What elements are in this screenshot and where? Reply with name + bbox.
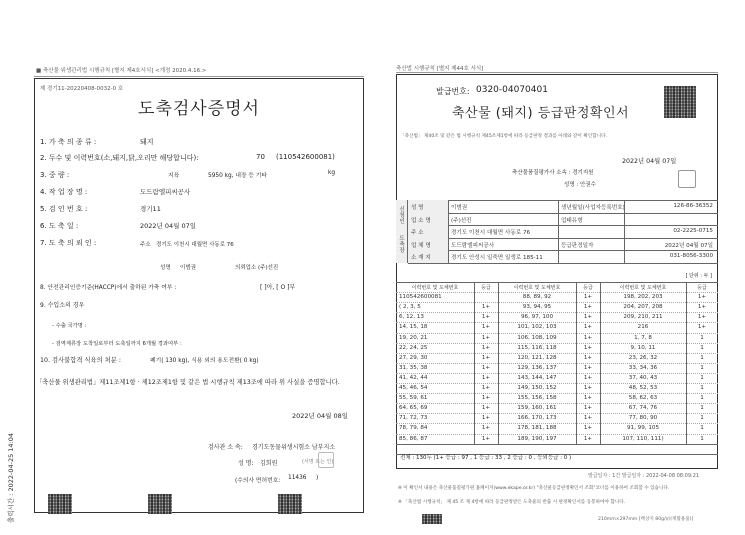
grade-trace-cell: 178, 181, 188 [517, 425, 557, 432]
grade-value-cell: 1 [700, 415, 704, 422]
grade-value-cell: 1+ [481, 324, 491, 331]
grade-value-cell: 1+ [481, 415, 491, 422]
info-col-line [558, 200, 559, 263]
grade-value-cell: 1+ [697, 324, 707, 331]
total-summary: 전체 : 130두 (1+ 등급 : 97 , 1 등급 : 33 , 2 등급 : 0 , 등외등급 : 0 ) [400, 455, 572, 461]
grade-value-cell: 1 [700, 364, 704, 371]
grader-name: 성명 : 안권수 [564, 182, 596, 188]
qr-code-icon [664, 86, 696, 118]
grade-col-line [576, 282, 577, 444]
grade-trace-cell: 78, 79, 84 [399, 425, 428, 432]
grade-trace-cell: 110542600081 [399, 294, 442, 301]
grade-value-cell: 1 [700, 334, 704, 341]
disposal-value: 폐기( 130 kg), 식용 외의 용도전환( 0 kg) [150, 358, 259, 364]
info-bottom-line [408, 263, 718, 264]
grade-value-cell: 1+ [583, 385, 593, 391]
grade-value-cell: 1 [700, 405, 704, 412]
info-value: 도드람엘피씨공사 [451, 242, 495, 249]
grade-row-line [396, 312, 718, 313]
row-value-date: 2022년 04월 07일 [140, 222, 197, 230]
row-value-seal: 경기11 [140, 205, 161, 213]
row-label-species: 1. 가 축 의 종 류 : [40, 138, 97, 146]
grade-trace-cell: 58, 62, 63 [628, 395, 658, 402]
inspector-name: 김희원 [260, 460, 278, 467]
inspector-name-label: 성 명: [238, 460, 254, 467]
grade-value-cell: 1+ [583, 314, 593, 321]
grade-trace-cell: 41, 42, 44 [399, 374, 428, 381]
grade-value-cell: 1+ [583, 374, 593, 381]
barcode-icon-3 [278, 494, 302, 514]
grade-value-cell: 1+ [583, 304, 593, 311]
info-row-line [408, 250, 718, 251]
grade-value-cell: 1 [700, 344, 704, 351]
grade-value-cell: 1 [700, 374, 704, 381]
grade-trace-cell: 107, 110, 111) [622, 435, 664, 442]
grade-trace-cell: 55, 59, 61 [399, 395, 428, 402]
grade-row-line [396, 343, 718, 344]
grade-trace-cell: 198, 202, 203 [623, 294, 663, 301]
grade-value-cell: 1+ [481, 354, 491, 361]
row-value-address-label: 주소 [140, 242, 151, 248]
grade-col-header-grade: 등급 [583, 285, 593, 291]
inspector-seal-text: (서명 또는 인) [302, 459, 334, 465]
grade-trace-cell: 19, 20, 21 [399, 334, 428, 341]
row-value-address: 경기도 이천시 대월면 사동로 76 [156, 242, 234, 248]
row-value-trace: (110542600081) [276, 153, 335, 161]
grade-row-line [396, 353, 718, 354]
grade-trace-cell: 155, 156, 158 [517, 395, 557, 402]
grade-value-cell: 1+ [481, 405, 491, 412]
consignment-label: 의뢰업소 [235, 265, 257, 271]
grade-trace-cell: 33, 34, 36 [628, 364, 658, 371]
grade-trace-cell: 93, 94, 95 [522, 304, 552, 311]
row-label-requester: 7. 도 축 의 뢰 인 : [40, 239, 97, 247]
grade-trace-cell: 14, 15, 18 [399, 324, 428, 331]
grade-trace-cell: 189, 190, 197 [517, 435, 557, 442]
info-key: 성 명 [411, 205, 424, 211]
license-number: 11436 [288, 475, 307, 481]
grade-trace-cell: 91, 99, 105 [626, 425, 660, 432]
page-title: 도축검사증명서 [138, 99, 260, 119]
grade-col-header-grade: 등급 [697, 285, 707, 291]
grade-col-header-trace: 이력번호 및 도체번호 [411, 285, 459, 291]
consignment-value: (주)선진 [258, 265, 279, 271]
grade-bottom-line [396, 444, 718, 445]
grade-value-cell: 1 [700, 435, 704, 442]
grade-trace-cell: 96, 97, 100 [520, 314, 554, 321]
grade-trace-cell: 101, 102, 103 [517, 324, 557, 331]
grade-trace-cell: 37, 40, 43 [628, 374, 658, 381]
row-value-weight: 5950 kg, 내장 등 기타 [208, 173, 268, 179]
grade-value-cell: 1+ [481, 395, 491, 402]
footer-issue: 발급일자 : 1건 발급일자 : 2022-04-08 08:09:21 [588, 473, 700, 479]
grade-value-cell: 1+ [697, 294, 707, 301]
grade-value-cell: 1+ [583, 435, 593, 442]
haccp-options: [ ]아, [ O ]부 [260, 284, 296, 291]
form-header: 축산법 시행규칙 [별지 제44호 서식] [396, 66, 484, 72]
grade-col-line [498, 282, 499, 444]
requester-name: 이범권 [180, 265, 196, 271]
grade-trace-cell: 143, 144, 147 [517, 374, 557, 381]
info-value: 2022년 04월 07일 [664, 242, 713, 249]
info-key: 업 체 명 [411, 242, 431, 249]
grade-value-cell: 1+ [481, 364, 491, 371]
info-key: 업태유형 [561, 217, 583, 224]
grader-institute: 축산물품질평가사 소속 : 경기지원 [512, 170, 594, 176]
issue-number: 0320-04070401 [476, 85, 548, 95]
side-label-business: 도축장 [399, 236, 405, 254]
grade-row-line [396, 434, 718, 435]
grade-row-line [396, 302, 718, 303]
import-label: 9. 수입소의 경우 [40, 302, 85, 309]
info-key: 생년월일(사업자등록번호) [561, 205, 625, 211]
issue-date: 2022년 04월 08일 [292, 412, 349, 420]
grade-value-cell: 1+ [583, 294, 593, 301]
row-value-count: 70 [256, 153, 265, 161]
header-rule [396, 72, 718, 73]
row-value-workplace: 도드람엘피씨공사 [140, 188, 191, 196]
import-country: - 수출 국가명 : [52, 323, 87, 329]
grade-row-line [396, 363, 718, 364]
grade-value-cell: 1+ [697, 304, 707, 311]
info-col-line [448, 200, 449, 263]
grade-header-line [396, 282, 718, 283]
footer-note-2: ※ 「축산법 시행규칙」 제 45 조 제 4항에 따라 등급판정받은 도축물의 반출 시 판정확인서를 동봉하여야 합니다. [398, 500, 626, 505]
grade-trace-cell: 85, 86, 87 [399, 435, 428, 442]
doc-number: 제 경기11-20220408-0032-0 호 [40, 86, 124, 92]
row-label-date: 6. 도 축 일 : [40, 222, 79, 230]
row-value-species: 돼지 [140, 138, 154, 146]
grade-trace-cell: 120, 121, 128 [517, 354, 557, 361]
grade-value-cell: 1+ [481, 425, 491, 432]
grade-value-cell: 1 [700, 354, 704, 361]
grade-trace-cell: 23, 26, 32 [628, 354, 658, 361]
side-label-applicant: 신청인 [399, 207, 405, 225]
grade-trace-cell: 1, 7, 8 [634, 334, 652, 341]
grade-col-header-trace: 이력번호 및 도체번호 [619, 285, 667, 291]
grade-value-cell: 1+ [583, 324, 593, 331]
legal-notice: 「축산법」 제40조 및 같은 법 시행규칙 제45조제1항에 따라 등급판정 결과를 아래와 같이 확인합니다. [400, 134, 607, 139]
grade-trace-cell: 45, 46, 54 [399, 385, 428, 391]
row-label-count: 2. 두수 및 이력번호(소,돼지,닭,오리만 해당합니다): [40, 154, 199, 162]
grade-value-cell: 1+ [481, 334, 491, 341]
grade-row-line [396, 322, 718, 323]
row-label-weight: 3. 중 량 : [40, 171, 70, 179]
grade-trace-cell: 129, 136, 137 [517, 364, 557, 371]
grade-trace-cell: 67, 74, 76 [628, 405, 658, 412]
grade-trace-cell: 31, 35, 38 [399, 364, 428, 371]
grade-value-cell: 1+ [583, 344, 593, 351]
grade-trace-cell: ( 2, 3, 5 [399, 304, 421, 311]
grade-value-cell: 1+ [481, 344, 491, 351]
info-key: 소 재 지 [411, 255, 431, 262]
license-label: (수의사 면허번호: [235, 478, 281, 484]
inspector-office: 경기도동물위생시험소 남부지소 [252, 444, 336, 451]
grade-value-cell: 1+ [481, 374, 491, 381]
grade-col-header-trace: 이력번호 및 도체번호 [513, 285, 561, 291]
official-stamp-icon [678, 170, 696, 188]
barcode-icon [48, 494, 72, 514]
info-key: 등급판정일자 [561, 242, 594, 249]
grade-value-cell: 1+ [697, 314, 707, 321]
disposal-label: 10. 검사불합격 식육의 처분 : [40, 357, 121, 364]
grade-trace-cell: 209, 210, 211 [623, 314, 663, 321]
grade-row-line [396, 333, 718, 334]
grade-value-cell: 1 [700, 425, 704, 432]
inspector-office-label: 검사관 소 속: [208, 444, 243, 451]
grade-col-header-grade: 등급 [481, 285, 491, 291]
print-time-stamp: 출력시간 : 2022-04-25 14:04 [7, 432, 15, 523]
grade-trace-cell: 9, 10, 11 [630, 344, 656, 351]
grade-trace-cell: 106, 108, 109 [517, 334, 557, 341]
grade-row-line [396, 292, 718, 293]
footer-form: 210mm×297mm [백상지 80g/㎡(재활용품)] [598, 517, 694, 522]
grade-trace-cell: 22, 24, 25 [399, 344, 428, 351]
grade-trace-cell: 166, 170, 173 [517, 415, 557, 422]
grade-value-cell: 1 [700, 395, 704, 402]
grading-date: 2022년 04월 07일 [622, 158, 677, 165]
grade-trace-cell: 64, 65, 69 [399, 405, 428, 412]
form-header: ■ 축산물 위생관리법 시행규칙 [별지 제4호서식] <개정 2020.4.16.> [36, 68, 207, 74]
issue-label: 발급번호: [436, 87, 470, 96]
grade-value-cell: 1+ [583, 354, 593, 361]
grade-value-cell: 1+ [583, 395, 593, 402]
grade-value-cell: 1+ [583, 405, 593, 412]
grade-trace-cell: 204, 207, 208 [623, 304, 663, 311]
grade-trace-cell: 115, 116, 118 [517, 344, 557, 351]
info-value: 경기도 안성시 일죽면 일생로 185-11 [451, 255, 543, 262]
license-close: ) [316, 475, 319, 481]
grade-row-line [396, 403, 718, 404]
grade-col-line [474, 282, 475, 444]
grade-col-line [686, 282, 687, 444]
info-value: (주)선진 [451, 217, 472, 224]
seal-stamp-icon [318, 452, 334, 468]
grade-trace-cell: 6, 12, 13 [399, 314, 424, 321]
requester-name-label: 성명 [160, 265, 171, 271]
grade-trace-cell: 159, 160, 161 [517, 405, 557, 412]
header-rule [34, 76, 364, 77]
grade-value-cell: 1+ [481, 314, 491, 321]
grade-row-line [396, 393, 718, 394]
info-value: 이범권 [451, 205, 468, 211]
grade-value-cell: 1+ [481, 435, 491, 442]
info-row-line [408, 225, 718, 226]
grade-row-line [396, 383, 718, 384]
info-value: 02-2225-0715 [673, 228, 713, 235]
grade-trace-cell: 77, 80, 90 [628, 415, 658, 422]
info-col-line [624, 200, 625, 263]
info-key: 주 소 [411, 230, 424, 237]
grade-trace-cell: 71, 72, 73 [399, 415, 428, 422]
grade-trace-cell: 216 [637, 324, 649, 331]
footer-barcode-icon [422, 514, 442, 524]
row-label-workplace: 4. 작 업 장 명 : [40, 188, 88, 196]
info-value: 경기도 이천시 대월면 사동로 76 [451, 230, 531, 237]
grade-value-cell: 1+ [583, 415, 593, 422]
grade-value-cell: 1+ [583, 425, 593, 432]
info-value: 031-8056-3300 [669, 253, 713, 260]
grade-trace-cell: 88, 89, 92 [522, 294, 552, 301]
import-note: - 검역계류장 도착일로부터 도축일까지 6개월 경과여부 : [52, 341, 182, 347]
info-row-line [408, 213, 718, 214]
info-row-line [408, 238, 718, 239]
grade-trace-cell: 27, 29, 30 [399, 354, 428, 361]
grade-value-cell: 1+ [583, 364, 593, 371]
row-value-carcass: 지육 [168, 173, 180, 179]
grading-certificate [392, 60, 722, 525]
page-title: 축산물 (돼지) 등급판정확인서 [452, 106, 630, 121]
grade-value-cell: 1+ [481, 304, 491, 311]
grade-value-cell: 1+ [481, 385, 491, 391]
info-key: 업 소 명 [411, 217, 431, 224]
inspection-certificate [7, 58, 368, 523]
grade-row-line [396, 413, 718, 414]
info-value: 126-86-36352 [673, 203, 713, 209]
grade-col-line [600, 282, 601, 444]
haccp-label: 8. 안전관리인증기준(HACCP)에서 출하된 가축 여부 : [40, 285, 177, 291]
unit-note: [ 단위 : 두 ] [685, 273, 712, 279]
grade-row-line [396, 373, 718, 374]
legal-statement: 「축산물 위생관리법」제11조제1항 · 제12조제1항 및 같은 법 시행규칙 제13조에 따라 위 사실을 증명합니다. [36, 379, 340, 386]
row-label-seal: 5. 검 인 번 호 : [40, 205, 88, 213]
row-value-unit: kg [328, 170, 336, 176]
info-row-line [408, 200, 718, 201]
grade-trace-cell: 48, 52, 53 [628, 385, 658, 391]
grade-value-cell: 1 [700, 385, 704, 391]
footer-note-1: ※ 이 확인서 내용은 축산물품질평가원 홈페이지(www.ekape.or.kr) "축산물등급판정확인서 조회"코너를 이용하여 조회할 수 있습니다. [398, 486, 670, 491]
barcode-icon-2 [148, 494, 172, 514]
grade-row-line [396, 423, 718, 424]
grade-value-cell: 1+ [583, 334, 593, 341]
grade-trace-cell: 149, 150, 152 [517, 385, 557, 391]
